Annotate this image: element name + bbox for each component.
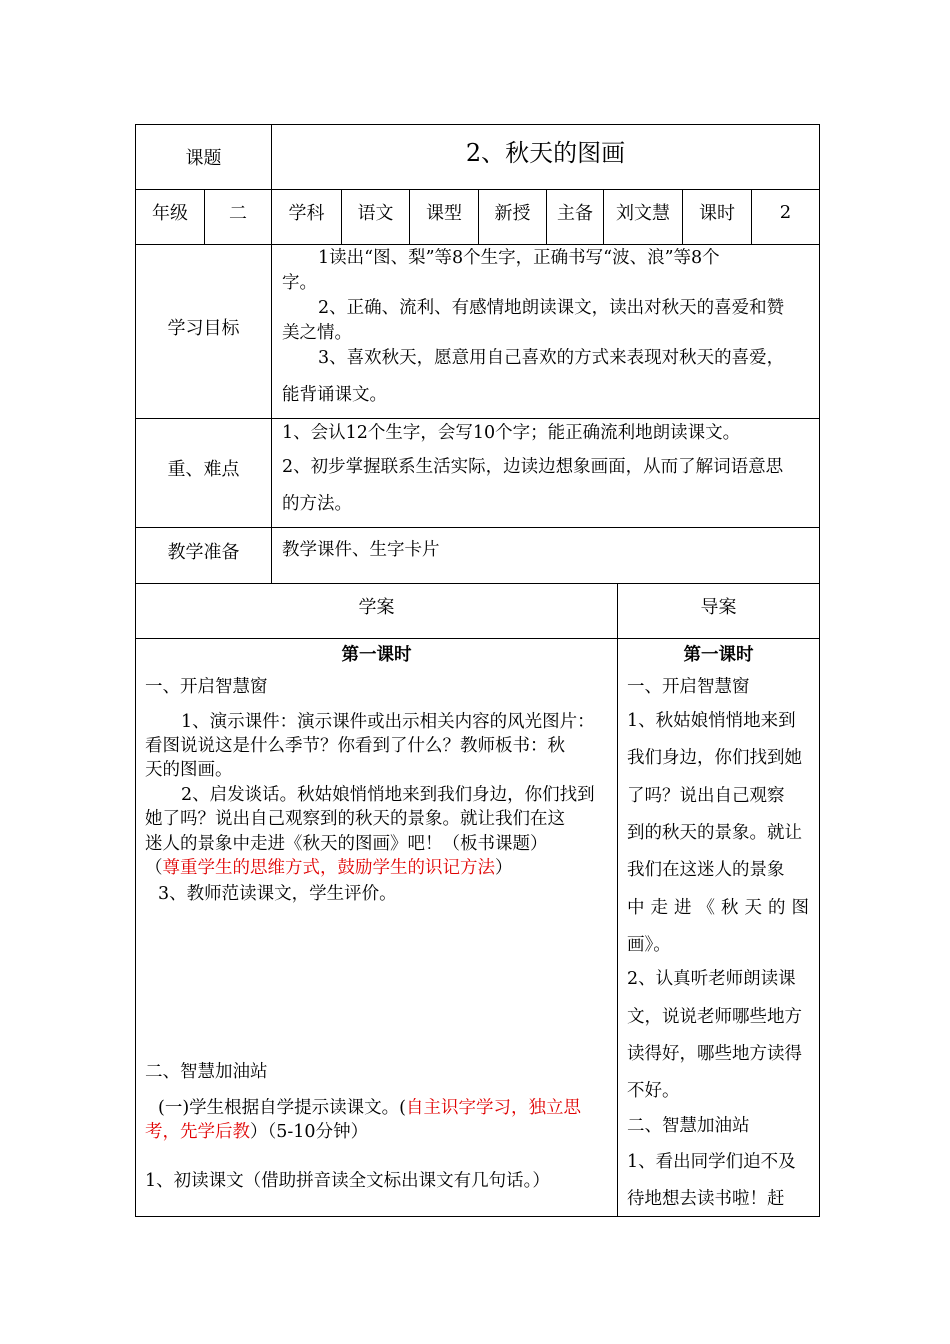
- guide-lesson-title: 第一课时: [683, 644, 754, 665]
- goal-2-line-1: 2、正确、流利、有感情地朗读课文，读出对秋天的喜爱和赞: [318, 298, 785, 318]
- teaching-note: 尊重学生的思维方式，鼓励学生的识记方法: [162, 858, 495, 878]
- goal-3-line-1: 3、喜欢秋天，愿意用自己喜欢的方式来表现对秋天的喜爱，: [318, 348, 785, 368]
- table-border-right: [819, 124, 820, 1217]
- key-points-label: 重、难点: [167, 459, 240, 480]
- type-label: 课型: [426, 203, 462, 224]
- key-point-1: 1、会认12个生字，会写10个字；能正确流利地朗读课文。: [282, 423, 741, 443]
- study-line: 看图说说这是什么季节？你看到了什么？教师板书：秋: [145, 736, 565, 756]
- guide-line: 读得好，哪些地方读得: [627, 1044, 802, 1064]
- guide-section-1: 一、开启智慧窗: [627, 677, 750, 697]
- study-lesson-title: 第一课时: [341, 644, 412, 665]
- guide-plan-header: 导案: [700, 597, 737, 618]
- study-line: 迷人的景象中走进《秋天的图画》吧！（板书课题）: [145, 834, 548, 854]
- topic-label: 课题: [185, 148, 222, 169]
- guide-line: 了吗？说出自己观察: [627, 786, 785, 806]
- paren-close: ）: [495, 858, 513, 878]
- guide-line: 我们在这迷人的景象: [627, 860, 785, 880]
- key-point-2-line-1: 2、初步掌握联系生活实际，边读边想象画面，从而了解词语意思: [282, 457, 784, 477]
- grade-value: 二: [229, 203, 247, 224]
- row-divider: [135, 638, 820, 639]
- study-line: 1、演示课件：演示课件或出示相关内容的风光图片：: [181, 712, 595, 732]
- study-line: 天的图画。: [145, 760, 233, 780]
- study-annotation-line: [145, 856, 513, 880]
- study-self-read-line-1: [158, 1096, 581, 1120]
- key-point-2-line-2: 的方法。: [282, 494, 352, 514]
- lead-label: 主备: [557, 203, 593, 224]
- study-plan-header: 学案: [358, 597, 395, 618]
- guide-line: 我们身边，你们找到她: [627, 748, 802, 768]
- study-line: 她了吗？说出自己观察到的秋天的景象。就让我们在这: [145, 809, 565, 829]
- teaching-note: 考，先学后教: [145, 1122, 250, 1142]
- goal-3-line-2: 能背诵课文。: [282, 385, 387, 405]
- subject-label: 学科: [288, 203, 325, 224]
- study-line: 2、启发谈话。秋姑娘悄悄地来到我们身边，你们找到: [181, 785, 595, 805]
- hours-label: 课时: [699, 203, 735, 224]
- study-line: 1、初读课文（借助拼音读全文标出课文有几句话。）: [145, 1171, 550, 1191]
- prep-value: 教学课件、生字卡片: [282, 540, 440, 560]
- guide-line: 画》。: [627, 935, 671, 955]
- guide-line: 到的秋天的景象。就让: [627, 823, 802, 843]
- grade-label: 年级: [152, 203, 188, 224]
- goals-label: 学习目标: [167, 317, 240, 339]
- guide-section-2: 二、智慧加油站: [627, 1116, 750, 1136]
- paren-open: （: [145, 858, 163, 878]
- subject-value: 语文: [357, 203, 394, 224]
- teaching-note: 自主识字学习，独立思: [405, 1098, 581, 1118]
- guide-line: 1、秋姑娘悄悄地来到: [627, 711, 796, 731]
- study-section-2: 二、智慧加油站: [145, 1062, 268, 1082]
- table-border-bottom: [135, 1216, 820, 1217]
- prep-label: 教学准备: [167, 541, 240, 563]
- hours-value: 2: [779, 201, 792, 223]
- time-note: ）（5-10分钟）: [250, 1122, 369, 1142]
- guide-line: 2、认真听老师朗读课: [627, 969, 796, 989]
- type-value: 新授: [494, 203, 531, 224]
- study-section-1: 一、开启智慧窗: [145, 677, 268, 697]
- guide-line: 中走进《秋天的图: [627, 898, 815, 918]
- study-line: 3、教师范读课文，学生评价。: [158, 884, 397, 904]
- guide-line: 不好。: [627, 1081, 680, 1101]
- study-self-read-line-2: [145, 1120, 368, 1144]
- topic-title: 2、秋天的图画: [465, 138, 626, 167]
- lead-value: 刘文慧: [616, 203, 670, 224]
- guide-line: 待地想去读书啦！赶: [627, 1189, 785, 1209]
- column-divider: [617, 583, 618, 1217]
- goal-1-line-2: 字。: [282, 273, 317, 293]
- guide-line: 1、看出同学们迫不及: [627, 1152, 796, 1172]
- goal-2-line-2: 美之情。: [282, 323, 352, 343]
- guide-line: 文，说说老师哪些地方: [627, 1007, 802, 1027]
- goal-1-line-1: 1读出“图、梨”等8个生字，正确书写“波、浪”等8个: [318, 248, 720, 268]
- self-read-instruction: (一)学生根据自学提示读课文。(: [158, 1098, 406, 1118]
